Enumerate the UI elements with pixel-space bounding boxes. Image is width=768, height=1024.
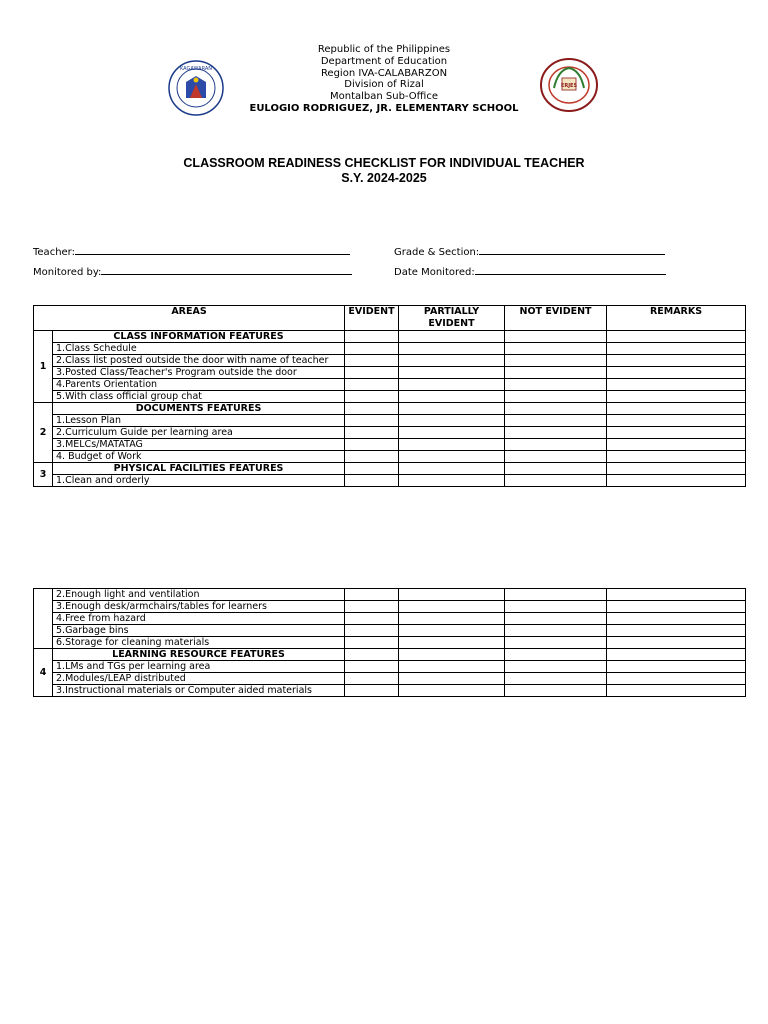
grade-section-line[interactable] [479, 245, 665, 255]
partially-evident-cell[interactable] [399, 403, 505, 415]
header-line: Department of Education [320, 55, 448, 67]
remarks-cell[interactable] [607, 637, 746, 649]
remarks-cell[interactable] [607, 415, 746, 427]
header-line: Montalban Sub-Office [329, 91, 438, 103]
not-evident-cell[interactable] [505, 379, 607, 391]
evident-cell[interactable] [345, 379, 399, 391]
table-row [34, 661, 746, 673]
section-row [34, 463, 746, 475]
date-monitored-field[interactable] [394, 265, 666, 278]
partially-evident-cell[interactable] [399, 439, 505, 451]
item-label: 3.MELCs/MATATAG [53, 439, 345, 451]
monitored-by-line[interactable] [101, 265, 352, 275]
remarks-cell[interactable] [607, 601, 746, 613]
section-number: 4 [34, 649, 53, 697]
item-label: 4. Budget of Work [53, 451, 345, 463]
remarks-cell[interactable] [607, 331, 746, 343]
section-number-continued [34, 589, 53, 649]
table-row [34, 367, 746, 379]
evident-cell[interactable] [345, 661, 399, 673]
date-monitored-line[interactable] [475, 265, 666, 275]
remarks-cell[interactable] [607, 649, 746, 661]
partially-evident-cell[interactable] [399, 331, 505, 343]
section-number: 3 [34, 463, 53, 487]
item-label: 3.Enough desk/armchairs/tables for learners [53, 601, 345, 613]
partially-evident-cell[interactable] [399, 637, 505, 649]
remarks-cell[interactable] [607, 625, 746, 637]
col-header-remarks: REMARKS [607, 306, 746, 331]
item-label: 4.Parents Orientation [53, 379, 345, 391]
deped-seal-icon [168, 60, 224, 116]
item-label: 5.With class official group chat [53, 391, 345, 403]
evident-cell[interactable] [345, 343, 399, 355]
not-evident-cell[interactable] [505, 367, 607, 379]
item-label: 4.Free from hazard [53, 613, 345, 625]
evident-cell[interactable] [345, 463, 399, 475]
table-row [34, 343, 746, 355]
not-evident-cell[interactable] [505, 343, 607, 355]
remarks-cell[interactable] [607, 403, 746, 415]
not-evident-cell[interactable] [505, 649, 607, 661]
table-row [34, 475, 746, 487]
section-row [34, 331, 746, 343]
school-name: EULOGIO RODRIGUEZ, JR. ELEMENTARY SCHOOL [249, 102, 519, 114]
item-label: 5.Garbage bins [53, 625, 345, 637]
partially-evident-cell[interactable] [399, 463, 505, 475]
evident-cell[interactable] [345, 601, 399, 613]
evident-cell[interactable] [345, 439, 399, 451]
item-label: 6.Storage for cleaning materials [53, 637, 345, 649]
item-label: 3.Posted Class/Teacher's Program outside the door [53, 367, 345, 379]
date-monitored-label: Date Monitored: [394, 267, 475, 278]
table-row [34, 637, 746, 649]
remarks-cell[interactable] [607, 343, 746, 355]
partially-evident-cell[interactable] [399, 367, 505, 379]
not-evident-cell[interactable] [505, 613, 607, 625]
table-row [34, 415, 746, 427]
remarks-cell[interactable] [607, 661, 746, 673]
remarks-cell[interactable] [607, 367, 746, 379]
grade-section-field[interactable] [394, 245, 665, 258]
table-row [34, 673, 746, 685]
partially-evident-cell[interactable] [399, 415, 505, 427]
col-header-partially-evident: PARTIALLY EVIDENT [399, 306, 505, 331]
teacher-field[interactable] [33, 245, 350, 258]
evident-cell[interactable] [345, 451, 399, 463]
not-evident-cell[interactable] [505, 391, 607, 403]
not-evident-cell[interactable] [505, 625, 607, 637]
partially-evident-cell[interactable] [399, 355, 505, 367]
evident-cell[interactable] [345, 673, 399, 685]
header-line: Region IVA-CALABARZON [320, 67, 448, 79]
evident-cell[interactable] [345, 367, 399, 379]
not-evident-cell[interactable] [505, 661, 607, 673]
table-row [34, 613, 746, 625]
section-row [34, 649, 746, 661]
not-evident-cell[interactable] [505, 601, 607, 613]
item-label: 2.Curriculum Guide per learning area [53, 427, 345, 439]
section-title: CLASS INFORMATION FEATURES [53, 331, 345, 343]
not-evident-cell[interactable] [505, 415, 607, 427]
teacher-label: Teacher: [33, 247, 75, 258]
not-evident-cell[interactable] [505, 451, 607, 463]
not-evident-cell[interactable] [505, 403, 607, 415]
col-header-areas: AREAS [34, 306, 345, 331]
partially-evident-cell[interactable] [399, 661, 505, 673]
remarks-cell[interactable] [607, 475, 746, 487]
not-evident-cell[interactable] [505, 427, 607, 439]
table-row [34, 427, 746, 439]
table-row [34, 589, 746, 601]
remarks-cell[interactable] [607, 685, 746, 697]
remarks-cell[interactable] [607, 355, 746, 367]
partially-evident-cell[interactable] [399, 589, 505, 601]
school-seal-icon [540, 58, 598, 112]
evident-cell[interactable] [345, 403, 399, 415]
section-row [34, 403, 746, 415]
evident-cell[interactable] [345, 391, 399, 403]
partially-evident-cell[interactable] [399, 673, 505, 685]
partially-evident-cell[interactable] [399, 625, 505, 637]
evident-cell[interactable] [345, 613, 399, 625]
table-row [34, 355, 746, 367]
not-evident-cell[interactable] [505, 673, 607, 685]
evident-cell[interactable] [345, 475, 399, 487]
remarks-cell[interactable] [607, 439, 746, 451]
remarks-cell[interactable] [607, 379, 746, 391]
item-label: 3.Instructional materials or Computer aided materials [53, 685, 345, 697]
partially-evident-cell[interactable] [399, 379, 505, 391]
monitored-by-field[interactable] [33, 265, 352, 278]
partially-evident-cell[interactable] [399, 343, 505, 355]
partially-evident-cell[interactable] [399, 601, 505, 613]
item-label: 1.Lesson Plan [53, 415, 345, 427]
svg-text:ERJES: ERJES [560, 83, 578, 89]
table-header-row [34, 306, 746, 331]
table-row [34, 439, 746, 451]
remarks-cell[interactable] [607, 589, 746, 601]
monitored-by-label: Monitored by: [33, 267, 102, 278]
title-line-1: CLASSROOM READINESS CHECKLIST FOR INDIVIDUAL TEACHER [183, 156, 585, 170]
item-label: 2.Class list posted outside the door with name of teacher [53, 355, 345, 367]
not-evident-cell[interactable] [505, 355, 607, 367]
item-label: 2.Modules/LEAP distributed [53, 673, 345, 685]
not-evident-cell[interactable] [505, 475, 607, 487]
partially-evident-cell[interactable] [399, 391, 505, 403]
partially-evident-cell[interactable] [399, 451, 505, 463]
page-title [0, 156, 768, 185]
remarks-cell[interactable] [607, 463, 746, 475]
table-row [34, 625, 746, 637]
not-evident-cell[interactable] [505, 463, 607, 475]
checklist-table-continued [33, 588, 746, 697]
evident-cell[interactable] [345, 415, 399, 427]
item-label: 2.Enough light and ventilation [53, 589, 345, 601]
section-title: PHYSICAL FACILITIES FEATURES [53, 463, 345, 475]
grade-section-label: Grade & Section: [394, 247, 480, 258]
remarks-cell[interactable] [607, 427, 746, 439]
section-number: 1 [34, 331, 53, 403]
evident-cell[interactable] [345, 685, 399, 697]
table-row [34, 379, 746, 391]
checklist-table [33, 305, 746, 487]
not-evident-cell[interactable] [505, 439, 607, 451]
remarks-cell[interactable] [607, 451, 746, 463]
partially-evident-cell[interactable] [399, 613, 505, 625]
evident-cell[interactable] [345, 355, 399, 367]
not-evident-cell[interactable] [505, 637, 607, 649]
evident-cell[interactable] [345, 427, 399, 439]
table-row [34, 451, 746, 463]
section-title: DOCUMENTS FEATURES [53, 403, 345, 415]
col-header-evident: EVIDENT [345, 306, 399, 331]
evident-cell[interactable] [345, 625, 399, 637]
evident-cell[interactable] [345, 637, 399, 649]
item-label: 1.Clean and orderly [53, 475, 345, 487]
partially-evident-cell[interactable] [399, 649, 505, 661]
not-evident-cell[interactable] [505, 589, 607, 601]
evident-cell[interactable] [345, 649, 399, 661]
section-number: 2 [34, 403, 53, 463]
partially-evident-cell[interactable] [399, 685, 505, 697]
partially-evident-cell[interactable] [399, 427, 505, 439]
remarks-cell[interactable] [607, 673, 746, 685]
not-evident-cell[interactable] [505, 331, 607, 343]
evident-cell[interactable] [345, 331, 399, 343]
header-line: Republic of the Philippines [317, 44, 451, 55]
remarks-cell[interactable] [607, 613, 746, 625]
not-evident-cell[interactable] [505, 685, 607, 697]
letterhead [0, 44, 768, 115]
header-line: Division of Rizal [344, 79, 424, 91]
evident-cell[interactable] [345, 589, 399, 601]
teacher-line[interactable] [75, 245, 350, 255]
title-line-2: S.Y. 2024-2025 [341, 170, 427, 185]
table-row [34, 685, 746, 697]
col-header-not-evident: NOT EVIDENT [505, 306, 607, 331]
item-label: 1.LMs and TGs per learning area [53, 661, 345, 673]
section-title: LEARNING RESOURCE FEATURES [53, 649, 345, 661]
svg-text:KAGAWARAN: KAGAWARAN [179, 66, 213, 72]
table-row [34, 601, 746, 613]
remarks-cell[interactable] [607, 391, 746, 403]
partially-evident-cell[interactable] [399, 475, 505, 487]
table-row [34, 391, 746, 403]
item-label: 1.Class Schedule [53, 343, 345, 355]
